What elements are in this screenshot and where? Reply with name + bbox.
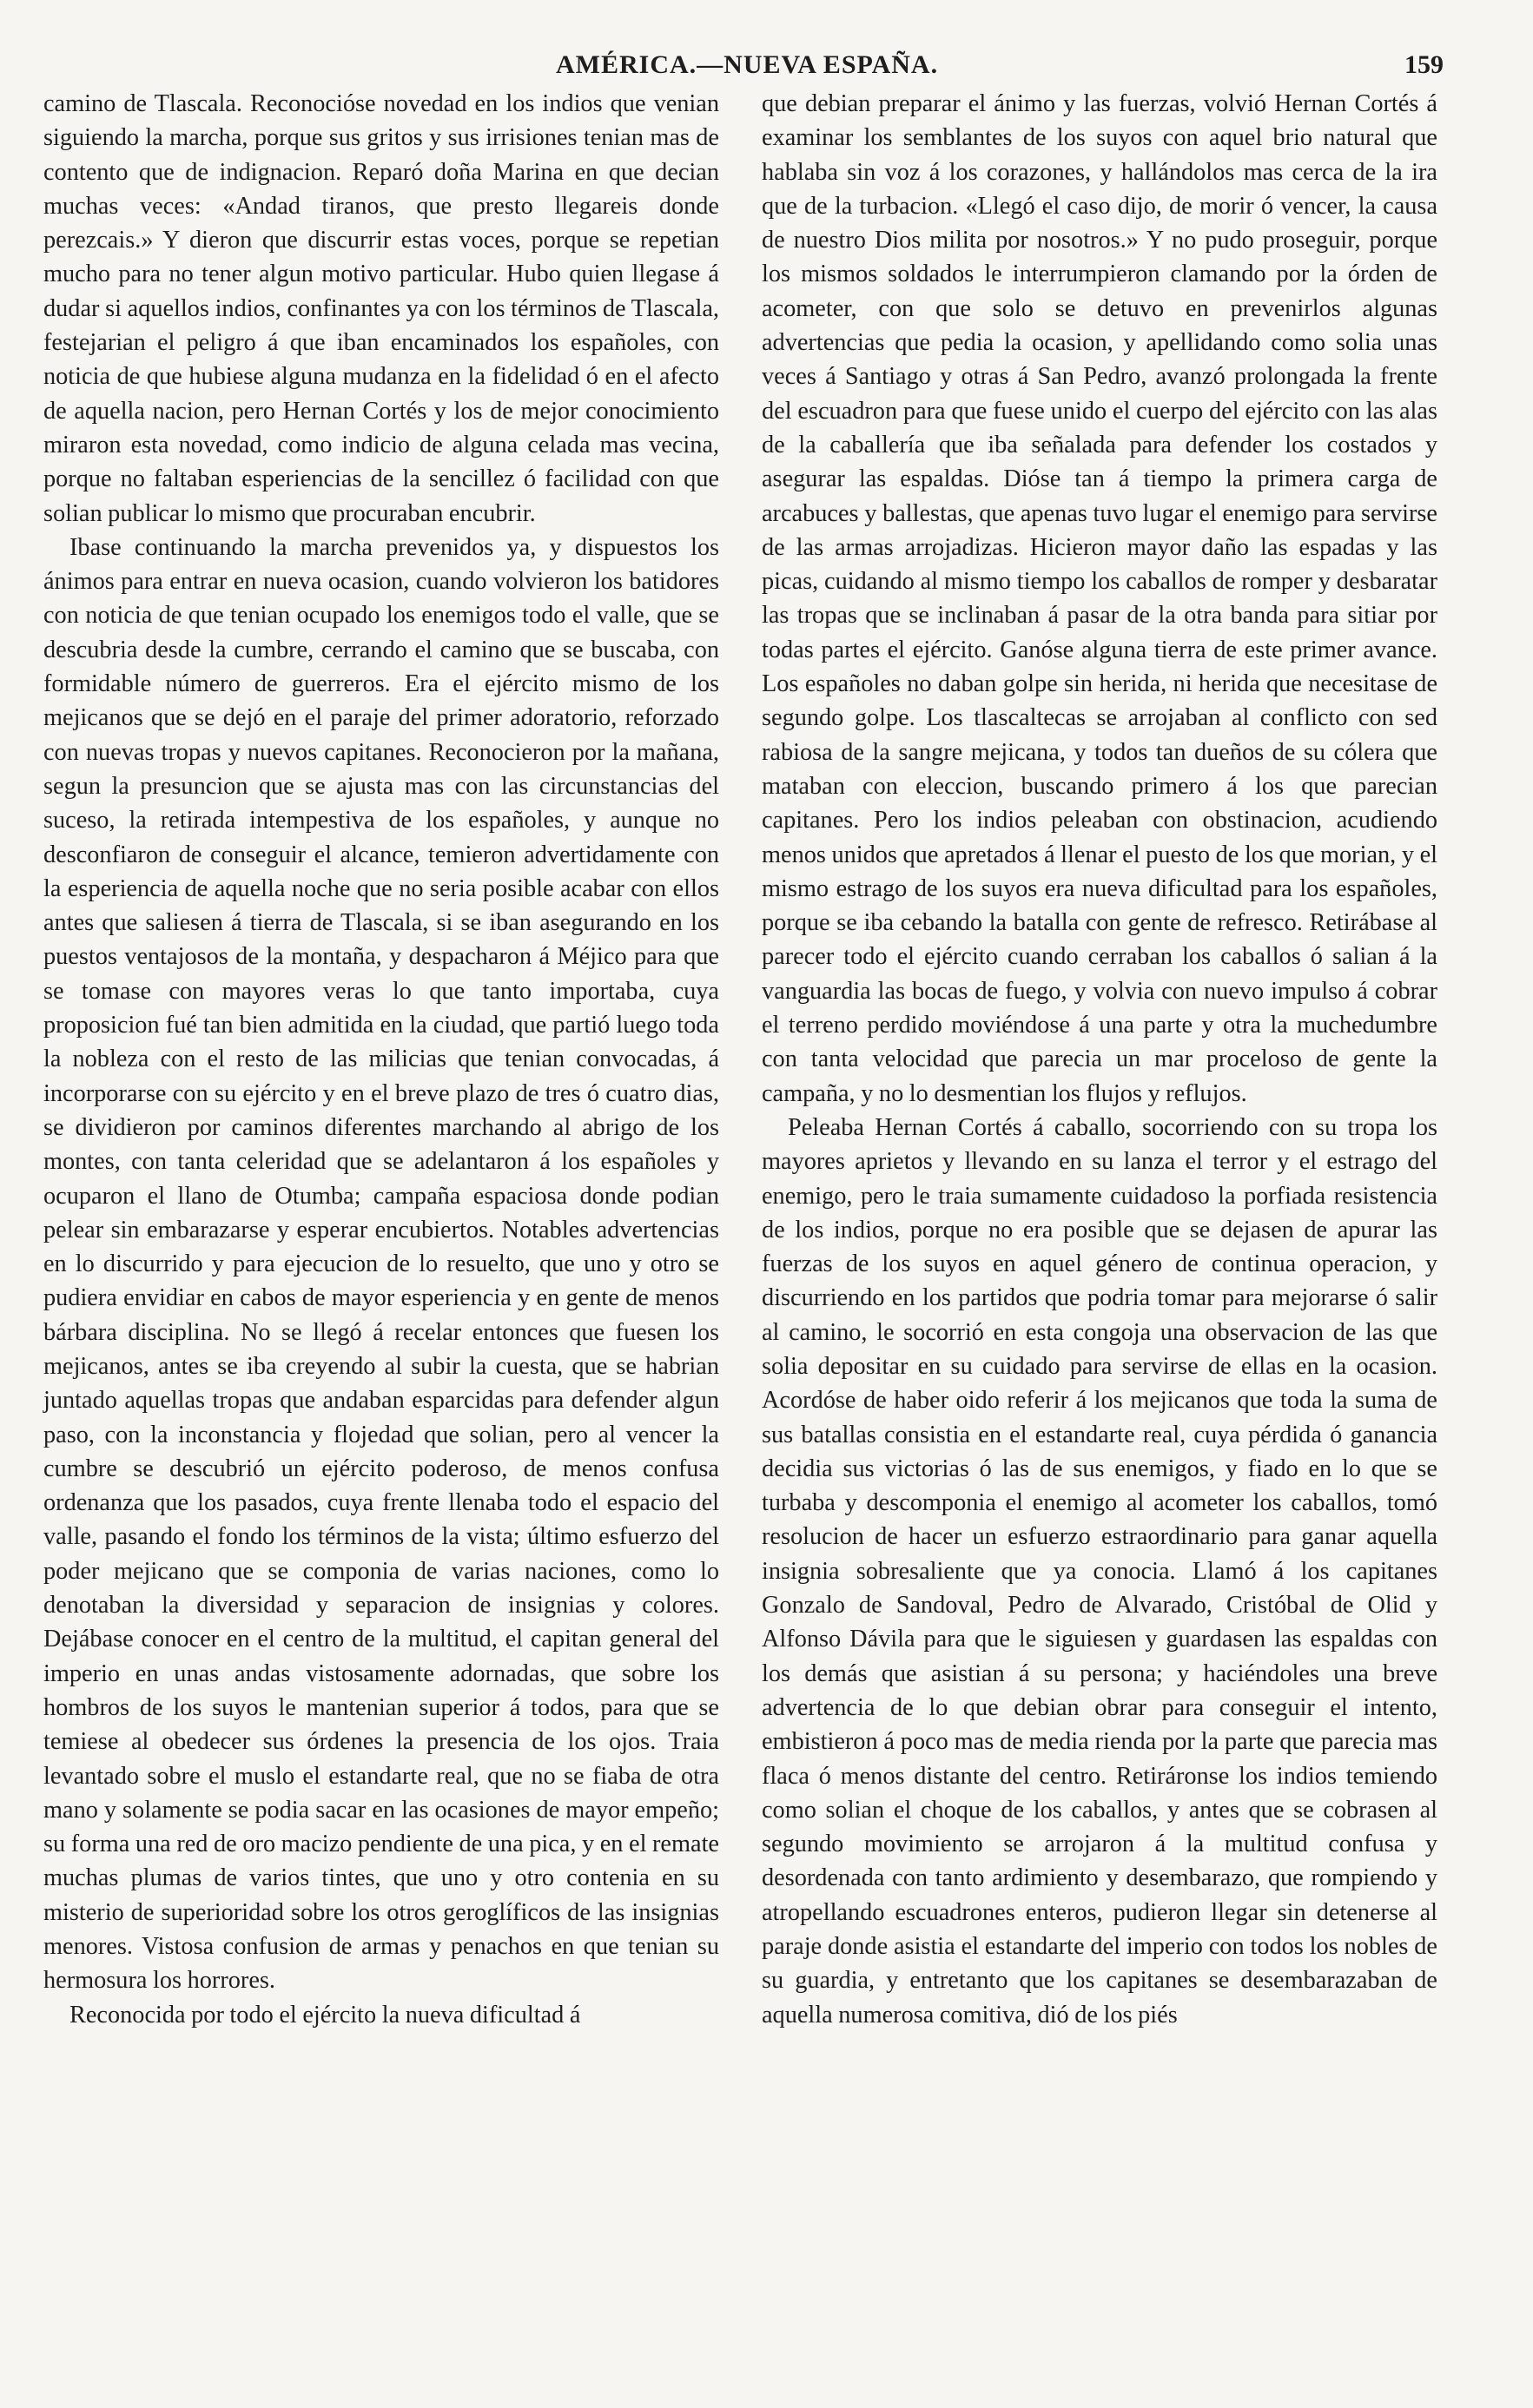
running-title: AMÉRICA.—NUEVA ESPAÑA. <box>556 50 939 79</box>
paragraph: que debian preparar el ánimo y las fuerzas, volvió Hernan Cortés á examinar los semblantes de los suyos con aquel brio natural que hablaba sin voz á los corazones, y hallándolos mas cerca de la ira que de la turbacion. «Llegó el caso dijo, de morir ó vencer, la causa de nuestro Dios milita por nosotros.» Y no pudo proseguir, porque los mismos soldados le interrumpieron clamando por la órden de acometer, con que solo se detuvo en prevenirlos algunas advertencias que pedia la ocasion, y apellidando como solia unas veces á Santiago y otras á San Pedro, avanzó prolongada la frente del escuadron para que fuese unido el cuerpo del ejército con las alas de la caballería que iba señalada para defender los costados y asegurar las espaldas. Dióse tan á tiempo la primera carga de arcabuces y ballestas, que apenas tuvo lugar el enemigo para servirse de las armas arrojadizas. Hicieron mayor daño las espadas y las picas, cuidando al mismo tiempo los caballos de romper y desbaratar las tropas que se inclinaban á pasar de la otra banda para sitiar por todas partes el ejército. Ganóse alguna tierra de este primer avance. Los españoles no daban golpe sin herida, ni herida que necesitase de segundo golpe. Los tlascaltecas se arrojaban al conflicto con sed rabiosa de la sangre mejicana, y todos tan dueños de su cólera que mataban con eleccion, buscando primero á los que parecian capitanes. Pero los indios peleaban con obstinacion, acudiendo menos unidos que apretados á llenar el puesto de los que morian, y el mismo estrago de los suyos era nueva dificultad para los españoles, porque se iba cebando la batalla con gente de refresco. Retirábase al parecer todo el ejército cuando cerraban los caballos ó salian á la vanguardia las bocas de fuego, y volvia con nuevo impulso á cobrar el terreno perdido moviéndose á una parte y otra la muchedumbre con tanta velocidad que parecia un mar proceloso de gente la campaña, y no lo desmentian los flujos y reflujos. <box>762 90 1437 1107</box>
page-number: 159 <box>1404 50 1444 79</box>
left-column <box>43 87 719 2032</box>
paragraph: Peleaba Hernan Cortés á caballo, socorriendo con su tropa los mayores aprietos y llevando en su lanza el terror y el estrago del enemigo, pero le traia sumamente cuidadoso la porfiada resistencia de los indios, porque no era posible que se dejasen de apurar las fuerzas de los suyos en aquel género de continua operacion, y discurriendo en los partidos que podria tomar para mejorarse ó salir al camino, le socorrió en esta congoja una observacion de las que solia depositar en su cuidado para servirse de ellas en la ocasion. Acordóse de haber oido referir á los mejicanos que toda la suma de sus batallas consistia en el estandarte real, cuya pérdida ó ganancia decidia sus victorias ó las de sus enemigos, y fiado en lo que se turbaba y descomponia el enemigo al acometer los caballos, tomó resolucion de hacer un esfuerzo estraordinario para ganar aquella insignia sobresaliente que ya conocia. Llamó á los capitanes Gonzalo de Sandoval, Pedro de Alvarado, Cristóbal de Olid y Alfonso Dávila para que le siguiesen y guardasen las espaldas con los demás que asistian á su persona; y haciéndoles una breve advertencia de lo que debian obrar para conseguir el intento, embistieron á poco mas de media rienda por la parte que parecia mas flaca ó menos distante del centro. Retiráronse los indios temiendo como solian el choque de los caballos, y antes que se cobrasen al segundo movimiento se arrojaron á la multitud confusa y desordenada con tanto ardimiento y desembarazo, que rompiendo y atropellando escuadrones enteros, pudieron llegar sin detenerse al paraje donde asistia el estandarte del imperio con todos los nobles de su guardia, y entretanto que los capitanes se desembarazaban de aquella numerosa comitiva, dió de los piés <box>762 1113 1437 2029</box>
page-header <box>556 50 1444 82</box>
paragraph: camino de Tlascala. Reconocióse novedad en los indios que venian siguiendo la marcha, porque sus gritos y sus irrisiones tenian mas de contento que de indignacion. Reparó doña Marina en que decian muchas veces: «Andad tiranos, que presto llegareis donde perezcais.» Y dieron que discurrir estas voces, porque se repetian mucho para no tener algun motivo particular. Hubo quien llegase á dudar si aquellos indios, confinantes ya con los términos de Tlascala, festejarian el peligro á que iban encaminados los españoles, con noticia de que hubiese alguna mudanza en la fidelidad ó en el afecto de aquella nacion, pero Hernan Cortés y los de mejor conocimiento miraron esta novedad, como indicio de alguna celada mas vecina, porque no faltaban esperiencias de la sencillez ó facilidad con que solian publicar lo mismo que procuraban encubrir. <box>43 90 719 527</box>
paragraph: Reconocida por todo el ejército la nueva dificultad á <box>69 2001 581 2029</box>
right-column <box>762 87 1437 2032</box>
paragraph: Ibase continuando la marcha prevenidos ya, y dispuestos los ánimos para entrar en nueva ocasion, cuando volvieron los batidores con noticia de que tenian ocupado los enemigos todo el valle, que se descubria desde la cumbre, cerrando el camino que se buscaba, con formidable número de guerreros. Era el ejército mismo de los mejicanos que se dejó en el paraje del primer adoratorio, reforzado con nuevas tropas y nuevos capitanes. Reconocieron por la mañana, segun la presuncion que se ajusta mas con las circunstancias del suceso, la retirada intempestiva de los españoles, y aunque no desconfiaron de conseguir el alcance, temieron advertidamente con la esperiencia de aquella noche que no seria posible acabar con ellos antes que saliesen á tierra de Tlascala, si se iban asegurando en los puestos ventajosos de la montaña, y despacharon á Méjico para que se tomase con mayores veras lo que tanto importaba, cuya proposicion fué tan bien admitida en la ciudad, que partió luego toda la nobleza con el resto de las milicias que tenian convocadas, á incorporarse con su ejército y en el breve plazo de tres ó cuatro dias, se dividieron por caminos diferentes marchando al abrigo de los montes, con tanta celeridad que se adelantaron á los españoles y ocuparon el llano de Otumba; campaña espaciosa donde podian pelear sin embarazarse y esperar encubiertos. Notables advertencias en lo discurrido y para ejecucion de lo resuelto, que uno y otro se pudiera envidiar en cabos de mayor esperiencia y en gente de menos bárbara disciplina. No se llegó á recelar entonces que fuesen los mejicanos, antes se iba creyendo al subir la cuesta, que se habrian juntado aquellas tropas que andaban esparcidas para defender algun paso, con la inconstancia y flojedad que solian, pero al vencer la cumbre se descubrió un ejército poderoso, de menos confusa ordenanza que los pasados, cuya frente llenaba todo el espacio del valle, pasando el fondo los términos de la vista; último esfuerzo del poder mejicano que se componia de varias naciones, como lo denotaban la diversidad y separacion de insignias y colores. Dejábase conocer en el centro de la multitud, el capitan general del imperio en unas andas vistosamente adornadas, que sobre los hombros de los suyos le mantenian superior á todos, para que se temiese al obedecer sus órdenes la presencia de los ojos. Traia levantado sobre el muslo el estandarte real, que no se fiaba de otra mano y solamente se podia sacar en las ocasiones de mayor empeño; su forma una red de oro macizo pendiente de una pica, y en el remate muchas plumas de varios tintes, que uno y otro contenia en su misterio de superioridad sobre los otros geroglíficos de las insignias menores. Vistosa confusion de armas y penachos en que tenian su hermosura los horrores. <box>43 533 719 1995</box>
